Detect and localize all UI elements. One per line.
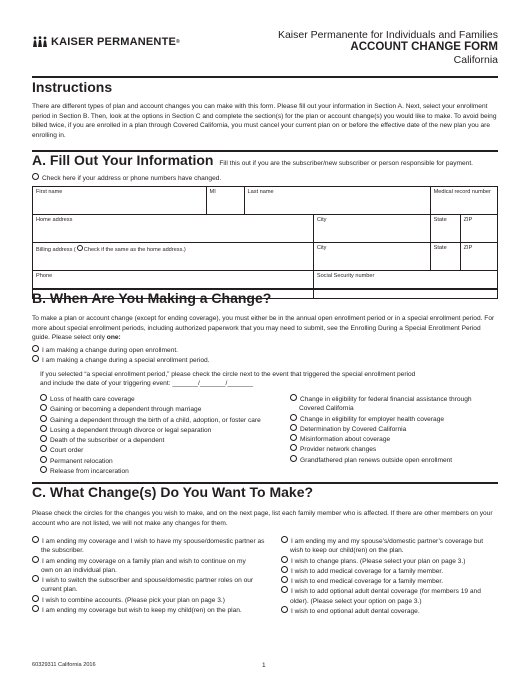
change-label: I am ending my coverage but wish to keep my child(ren) on the plan. [42, 607, 242, 615]
home-address-label: Home address [36, 217, 73, 223]
phone-label: Phone [36, 273, 53, 279]
change-option[interactable] [32, 556, 282, 566]
radio-circle-icon[interactable] [32, 575, 39, 582]
billing-city-field[interactable] [313, 243, 430, 271]
section-c-intro: Please check the circles for the changes you wish to make, and on the next page, list each family member who is affected. If there are other members on your account who are not listed, we will not make any changes for them. [32, 510, 493, 527]
radio-circle-icon[interactable] [290, 394, 297, 401]
section-a-title: A. Fill Out Your Information [32, 152, 214, 168]
section-b-intro-text: To make a plan or account change (except for ending coverage), you must either be in the annual open enrollment period or in a special enrollment period. For more about special enrollment periods, including authorized paperwork that you may need to submit, see the Enrolling During a Special Enrollment Period guide. Please select only [32, 315, 495, 341]
change-label-continued: the subscriber. [41, 547, 84, 555]
radio-circle-icon[interactable] [281, 556, 288, 563]
section-a-note: Fill this out if you are the subscriber/new subscriber or person responsible for payment. [219, 160, 473, 167]
ssn-label: Social Security number [316, 273, 375, 279]
kaiser-people-icon [32, 36, 48, 48]
mi-label: MI [209, 189, 216, 195]
home-address-field[interactable] [33, 215, 314, 243]
event-label: Death of the subscriber or a dependent [50, 437, 165, 445]
last-name-label: Last name [247, 189, 274, 195]
change-label: I wish to combine accounts. (Please pick your plan on page 3.) [42, 596, 225, 604]
state-label: State [433, 217, 447, 223]
change-label: I wish to add medical coverage for a family member. [291, 567, 444, 575]
page-number: 1 [262, 662, 266, 669]
changes-left-list [32, 536, 282, 615]
billing-state-field[interactable] [430, 243, 460, 271]
event-option[interactable] [290, 444, 472, 454]
event-label: Change in eligibility for federal financial assistance through [300, 396, 472, 403]
radio-circle-icon[interactable] [40, 456, 47, 463]
change-option[interactable] [32, 536, 282, 546]
event-option[interactable] [40, 445, 261, 455]
change-label-continued: older). (Please select your option on page 3.) [290, 597, 422, 605]
radio-circle-icon[interactable] [32, 173, 39, 180]
radio-circle-icon[interactable] [40, 415, 47, 422]
change-option[interactable] [281, 586, 501, 596]
ssn-field[interactable] [313, 271, 497, 299]
radio-circle-icon[interactable] [40, 404, 47, 411]
radio-circle-icon[interactable] [281, 566, 288, 573]
event-option[interactable] [40, 394, 261, 404]
header-state: California [453, 54, 498, 66]
change-option[interactable] [32, 575, 282, 585]
billing-address-label: Billing address ( [36, 247, 76, 253]
mrn-label: Medical record number [433, 189, 491, 195]
radio-circle-icon[interactable] [32, 605, 39, 612]
special-enrollment-option[interactable] [32, 355, 210, 366]
home-state-field[interactable] [430, 215, 460, 243]
radio-circle-icon[interactable] [290, 424, 297, 431]
first-name-label: First name [36, 189, 63, 195]
change-option[interactable] [32, 595, 282, 605]
event-label: Misinformation about coverage [300, 436, 391, 444]
radio-circle-icon[interactable] [281, 606, 288, 613]
radio-circle-icon[interactable] [281, 536, 288, 543]
event-label: Permanent relocation [50, 457, 113, 465]
radio-circle-icon[interactable] [32, 556, 39, 563]
header-line1: Kaiser Permanente for Individuals and Families [277, 29, 498, 41]
radio-circle-icon[interactable] [290, 434, 297, 441]
radio-circle-icon[interactable] [40, 466, 47, 473]
change-option[interactable] [281, 556, 501, 566]
first-name-field[interactable] [33, 187, 207, 215]
mi-field[interactable] [206, 187, 244, 215]
city-label: City [316, 217, 327, 223]
radio-circle-icon[interactable] [40, 435, 47, 442]
event-option[interactable] [290, 455, 472, 465]
change-label: I am ending my coverage and I wish to have my spouse/domestic partner as [42, 538, 265, 545]
radio-circle-icon[interactable] [290, 444, 297, 451]
medical-record-number-field[interactable] [430, 187, 497, 215]
section-a-form [32, 186, 498, 299]
form-title: ACCOUNT CHANGE FORM [350, 41, 498, 53]
open-enrollment-option[interactable] [32, 345, 178, 356]
billing-zip-field[interactable] [460, 243, 497, 271]
event-option[interactable] [40, 404, 261, 414]
event-label: Release from incarceration [50, 468, 129, 476]
section-b-intro-bold: one: [106, 334, 121, 341]
form-header [278, 29, 498, 66]
logo-text: KAISER PERMANENTE [51, 36, 177, 48]
divider [32, 76, 498, 78]
change-label: I am ending my coverage on a family plan and wish to continue on my [42, 557, 246, 565]
event-option[interactable] [290, 414, 472, 424]
change-label: I am ending my and my spouse’s/domestic partner’s coverage but [291, 538, 484, 545]
changes-right-list [281, 536, 501, 616]
event-label: Gaining or becoming a dependent through marriage [50, 406, 202, 414]
event-label: Grandfathered plan renews outside open enrollment [300, 456, 453, 464]
event-option[interactable] [40, 456, 261, 466]
event-label: Court order [50, 447, 84, 455]
address-changed-label: Check here if your address or phone numbers have changed. [42, 175, 222, 182]
last-name-field[interactable] [244, 187, 430, 215]
instructions-text: There are different types of plan and account changes you can make with this form. Please fill out your information in Section A. Next, select your enrollment period in Section B. Then, look at the options in Section C and complete the section(s) for the plan or account change(s) you would like to make. To avoid being billed twice, if you are enrolled in a plan through Covered California, you must cancel your current plan on or before the effective date of the new plan you are enrolling in. [32, 103, 497, 139]
change-option[interactable] [281, 606, 501, 616]
sep-instructions-2: and include the date of your triggering event: _______/_______/_______ [40, 380, 254, 387]
event-label: Provider network changes [300, 446, 377, 454]
change-label: I wish to change plans. (Please select your plan on page 3.) [291, 557, 466, 565]
city-label: City [316, 245, 327, 251]
change-label: I wish to end optional adult dental coverage. [291, 608, 420, 616]
change-option[interactable] [281, 576, 501, 586]
radio-circle-icon[interactable] [32, 345, 39, 352]
radio-circle-icon[interactable] [290, 455, 297, 462]
change-label: I wish to switch the subscriber and spouse/domestic partner roles on our [42, 577, 254, 585]
event-option[interactable] [40, 415, 261, 425]
event-option[interactable] [290, 424, 472, 434]
radio-circle-icon[interactable] [40, 394, 47, 401]
event-option[interactable] [40, 435, 261, 445]
billing-address-field[interactable] [33, 243, 314, 271]
radio-circle-icon[interactable] [32, 595, 39, 602]
event-label-continued: Covered California [299, 405, 354, 413]
kaiser-logo: KAISER PERMANENTE ® [32, 36, 180, 48]
zip-label: ZIP [463, 217, 473, 223]
events-right-list [290, 394, 472, 465]
change-option[interactable] [281, 536, 501, 546]
change-option[interactable] [32, 605, 282, 615]
change-label-continued: own on an individual plan. [41, 566, 117, 574]
address-changed-option[interactable] [32, 173, 221, 184]
radio-circle-icon[interactable] [281, 576, 288, 583]
instructions-title: Instructions [32, 79, 113, 95]
same-as-home-checkbox-icon[interactable] [77, 245, 83, 251]
section-c-title: C. What Change(s) Do You Want To Make? [32, 484, 314, 500]
home-city-field[interactable] [313, 215, 430, 243]
event-option[interactable] [290, 394, 472, 404]
event-option[interactable] [290, 434, 472, 444]
change-label: I wish to end medical coverage for a family member. [291, 578, 444, 586]
billing-same-label: Check if the same as the home address.) [83, 247, 186, 253]
section-a-heading [32, 152, 473, 168]
radio-circle-icon[interactable] [281, 586, 288, 593]
change-label-continued: wish to keep our child(ren) on the plan. [290, 547, 404, 555]
event-label: Determination by Covered California [300, 425, 407, 433]
section-b-title: B. When Are You Making a Change? [32, 290, 272, 306]
radio-circle-icon[interactable] [40, 425, 47, 432]
change-option[interactable] [281, 566, 501, 576]
home-zip-field[interactable] [460, 215, 497, 243]
events-left-list [40, 394, 261, 476]
radio-circle-icon[interactable] [40, 445, 47, 452]
radio-circle-icon[interactable] [290, 414, 297, 421]
event-option[interactable] [40, 425, 261, 435]
change-label-continued: current plan. [41, 586, 78, 594]
event-label: Gaining a dependent through the birth of a child, adoption, or foster care [50, 416, 261, 424]
event-label: Losing a dependent through divorce or legal separation [50, 426, 212, 434]
event-label: Loss of health care coverage [50, 396, 135, 403]
special-enrollment-label: I am making a change during a special enrollment period. [42, 357, 210, 364]
section-b-intro [32, 314, 498, 343]
state-label: State [433, 245, 447, 251]
zip-label: ZIP [463, 245, 473, 251]
change-label: I wish to add optional adult dental coverage (for members 19 and [291, 588, 481, 596]
form-code: 60329311 California 2016 [32, 662, 96, 668]
open-enrollment-label: I am making a change during open enrollment. [42, 347, 178, 354]
radio-circle-icon[interactable] [32, 355, 39, 362]
event-label: Change in eligibility for employer health coverage [300, 415, 445, 423]
sep-instructions-1: If you selected “a special enrollment period,” please check the circle next to the event that triggered the special enrollment period [40, 371, 416, 378]
event-option[interactable] [40, 466, 261, 476]
radio-circle-icon[interactable] [32, 536, 39, 543]
